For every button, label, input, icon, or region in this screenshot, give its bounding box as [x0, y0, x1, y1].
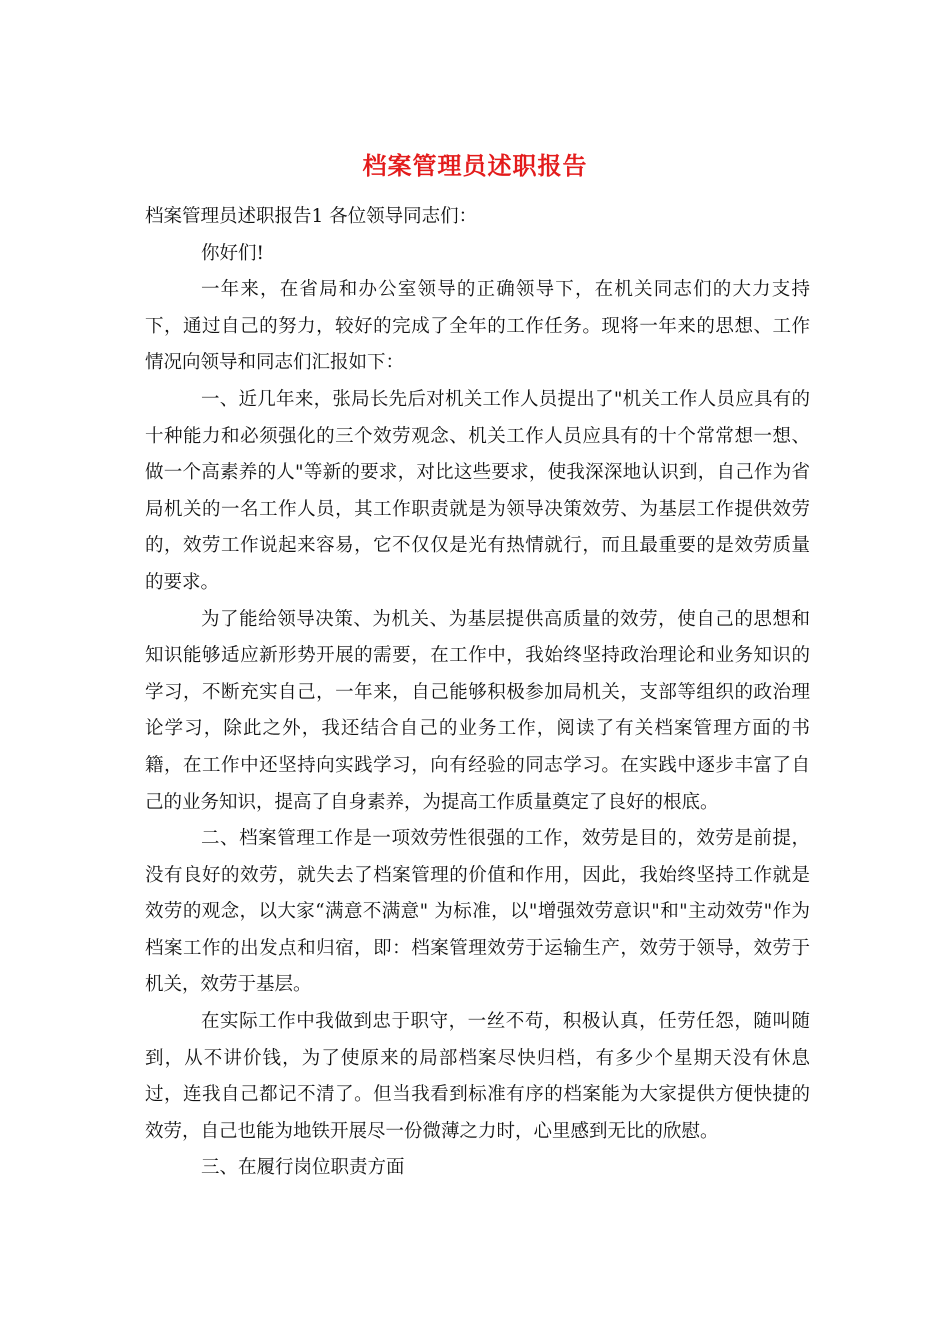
- document-title: 档案管理员述职报告: [362, 151, 588, 180]
- document-body: [145, 199, 810, 1187]
- paragraph-section-3-heading: 三、在履行岗位职责方面: [201, 1157, 405, 1179]
- paragraph-learning: 为了能给领导决策、为机关、为基层提供高质量的效劳，使自己的思想和知识能够适应新形势开展的需要，在工作中，我始终坚持政治理论和业务知识的学习，不断充实自己，一年来，自己能够积极参加局机关，支部等组织的政治理论学习，除此之外，我还结合自己的业务工作，阅读了有关档案管理方面的书籍，在工作中还坚持向实践学习，向有经验的同志学习。在实践中逐步丰富了自己的业务知识，提高了自身素养，为提高工作质量奠定了良好的根底。: [145, 608, 810, 813]
- paragraph-section-1: 一、近几年来，张局长先后对机关工作人员提出了"机关工作人员应具有的十种能力和必须强化的三个效劳观念、机关工作人员应具有的十个常常想一想、做一个高素养的人"等新的要求，对比这些要求，使我深深地认识到，自己作为省局机关的一名工作人员，其工作职责就是为领导决策效劳、为基层工作提供效劳的，效劳工作说起来容易，它不仅仅是光有热情就行，而且最重要的是效劳质量的要求。: [145, 388, 810, 593]
- paragraph-section-2: 二、档案管理工作是一项效劳性很强的工作，效劳是目的，效劳是前提，没有良好的效劳，就失去了档案管理的价值和作用，因此，我始终坚持工作就是效劳的观念，以大家“满意不满意" 为标准，以"增强效劳意识"和"主动效劳"作为档案工作的出发点和归宿，即：档案管理效劳于运输生产，效劳于领导，效劳于机关，效劳于基层。: [145, 828, 810, 996]
- paragraph-opening: 档案管理员述职报告1 各位领导同志们：: [145, 206, 478, 227]
- paragraph-greeting: 你好们!: [201, 242, 264, 264]
- paragraph-intro: 一年来，在省局和办公室领导的正确领导下，在机关同志们的大力支持下，通过自己的努力，较好的完成了全年的工作任务。现将一年来的思想、工作情况向领导和同志们汇报如下：: [145, 279, 810, 374]
- paragraph-practice: 在实际工作中我做到忠于职守，一丝不苟，积极认真，任劳任怨，随叫随到，从不讲价钱，为了使原来的局部档案尽快归档，有多少个星期天没有休息过，连我自己都记不清了。但当我看到标准有序的档案能为大家提供方便快捷的效劳，自己也能为地铁开展尽一份微薄之力时，心里感到无比的欣慰。: [145, 1011, 810, 1142]
